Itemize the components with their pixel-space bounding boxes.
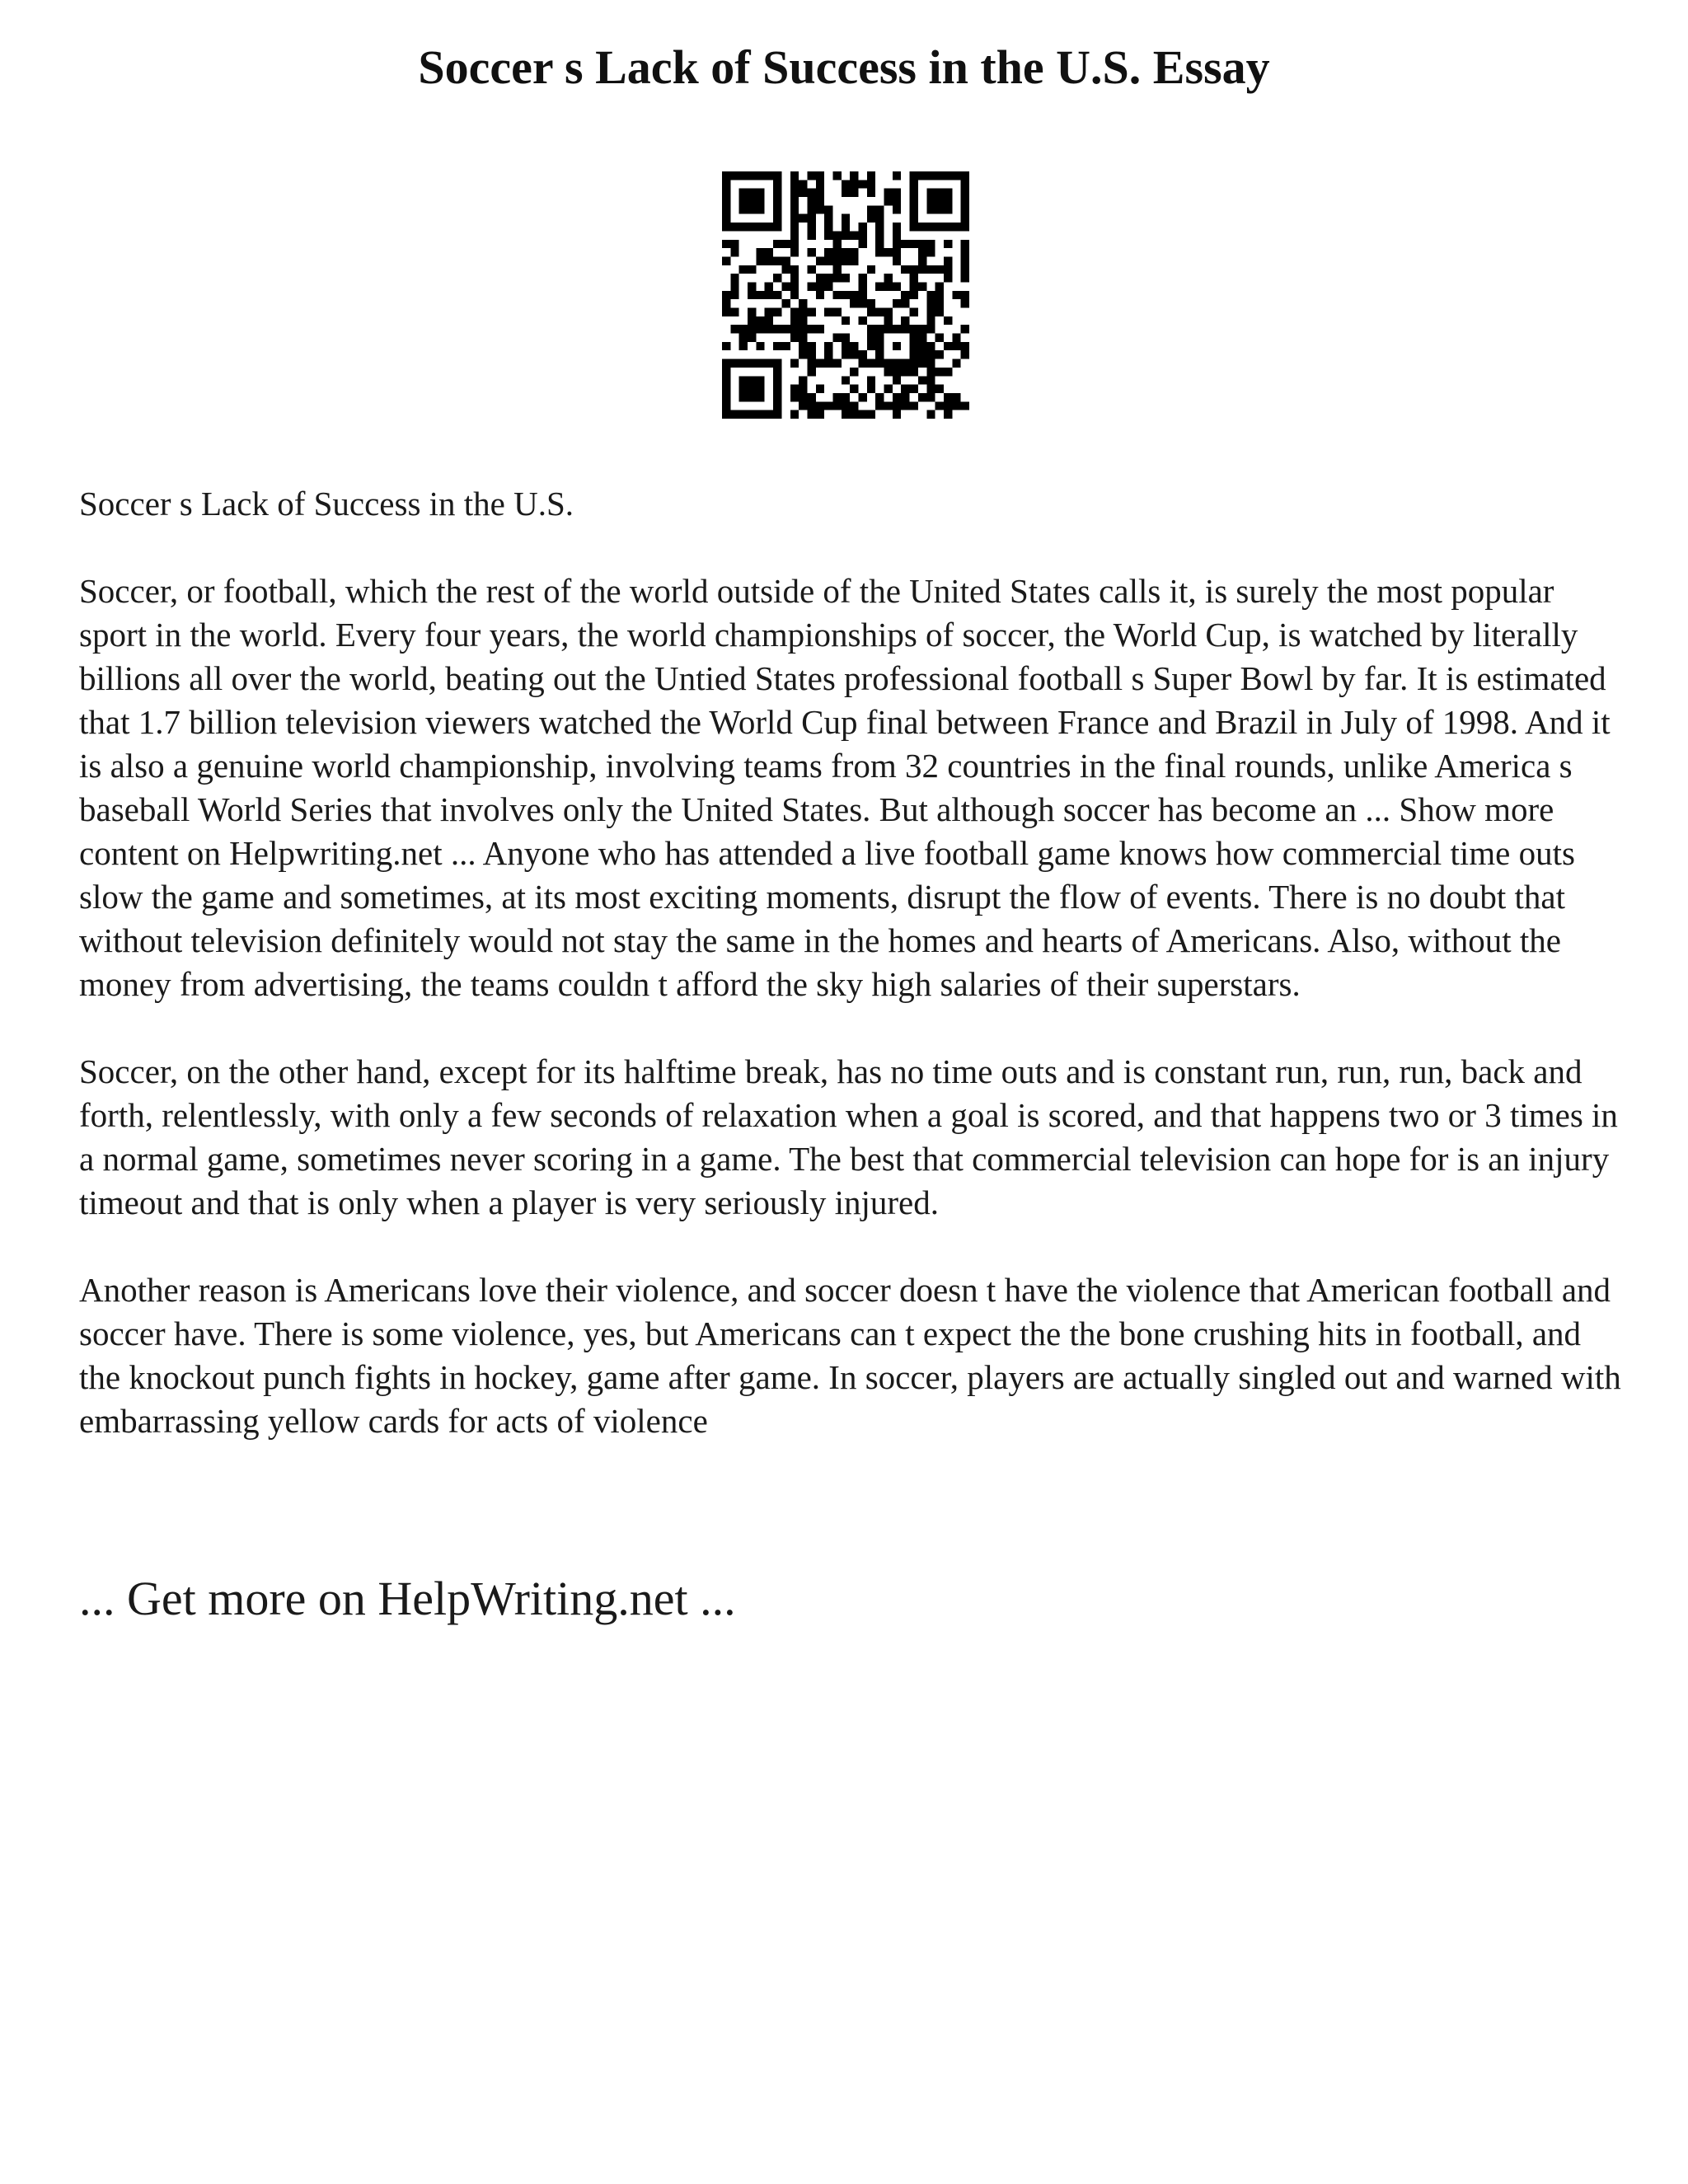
- document-title: Soccer s Lack of Success in the U.S. Essay: [418, 40, 1270, 94]
- essay-paragraph-1: Soccer, or football, which the rest of the world outside of the United States calls it, is surely the most popular sport in the world. Every four years, the world championships of soccer, the World Cup, is watched by literally billions all over the world, beating out the Untied States professional football s Super Bowl by far. It is estimated that 1.7 billion television viewers watched the World Cup final between France and Brazil in July of 1998. And it is also a genuine world championship, involving teams from 32 countries in the final rounds, unlike America s baseball World Series that involves only the United States. But although soccer has become an ... Show more content on Helpwriting.net ... Anyone who has attended a live football game knows how commercial time outs slow the game and sometimes, at its most exciting moments, disrupt the flow of events. There is no doubt that without television definitely would not stay the same in the homes and hearts of Americans. Also, without the money from advertising, the teams couldn t afford the sky high salaries of their superstars.: [79, 572, 1611, 1003]
- essay-paragraph-2: Soccer, on the other hand, except for its halftime break, has no time outs and is constant run, run, run, back and forth, relentlessly, with only a few seconds of relaxation when a goal is scored, and that happens two or 3 times in a normal game, sometimes never scoring in a game. The best that commercial television can hope for is an injury timeout and that is only when a player is very seriously injured.: [79, 1052, 1618, 1221]
- essay-paragraph-3: Another reason is Americans love their violence, and soccer doesn t have the violence that American football and soccer have. There is some violence, yes, but Americans can t expect the the bone crushing hits in football, and the knockout punch fights in hockey, game after game. In soccer, players are actually singled out and warned with embarrassing yellow cards for acts of violence: [79, 1271, 1621, 1440]
- essay-subtitle: Soccer s Lack of Success in the U.S.: [79, 485, 574, 523]
- get-more-link[interactable]: ... Get more on HelpWriting.net ...: [79, 1572, 736, 1625]
- essay-body: [79, 482, 1629, 1487]
- qr-code-icon: [722, 171, 969, 419]
